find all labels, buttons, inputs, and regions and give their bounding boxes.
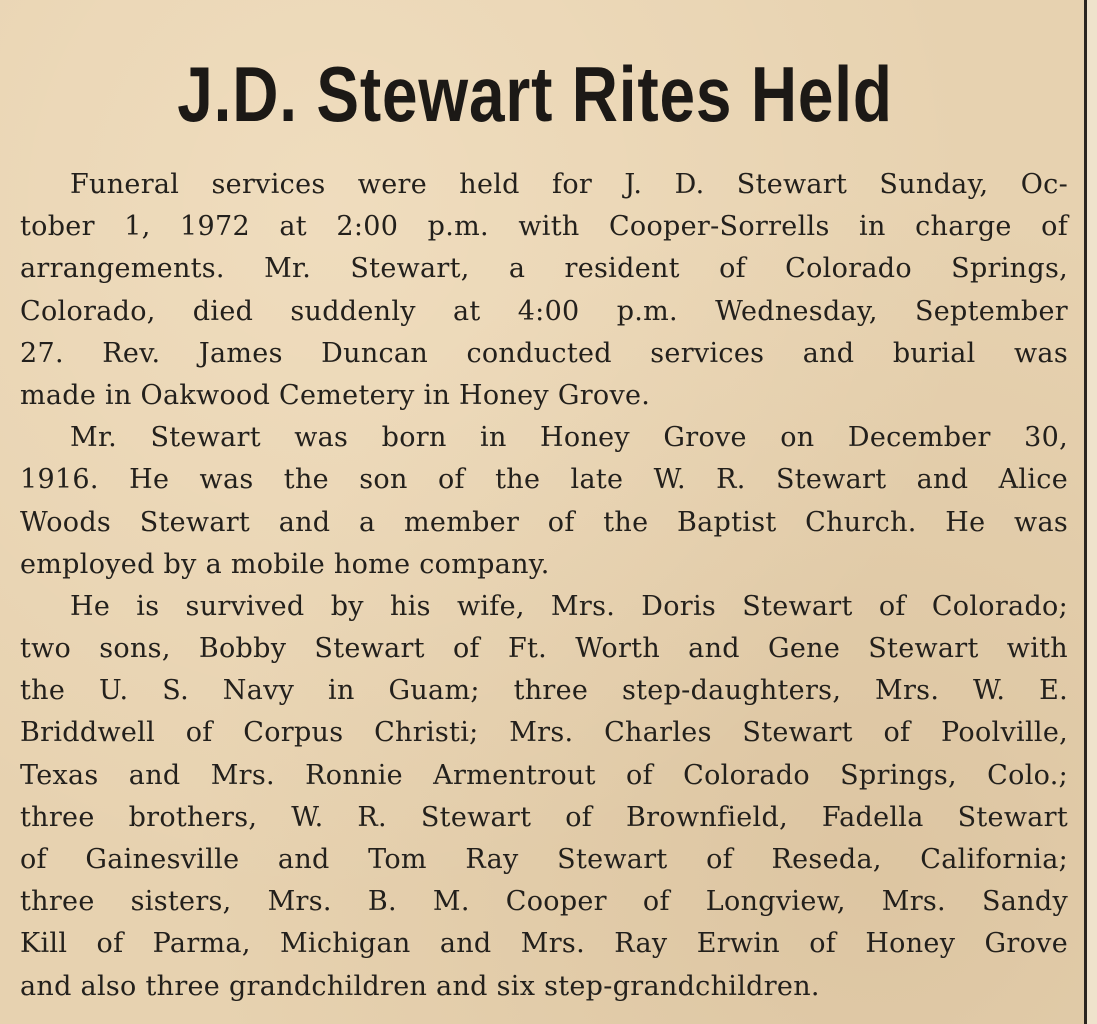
article-line: of Gainesville and Tom Ray Stewart of Reseda, California; <box>20 844 1068 875</box>
article-line: three sisters, Mrs. B. M. Cooper of Longview, Mrs. Sandy <box>20 886 1068 918</box>
article-line: Briddwell of Corpus Christi; Mrs. Charles Stewart of Poolville, <box>20 717 1068 749</box>
article-line: 27. Rev. James Duncan conducted services and burial was <box>20 337 1068 369</box>
article-line: Colorado, died suddenly at 4:00 p.m. Wednesday, September <box>20 295 1068 327</box>
article-line: three brothers, W. R. Stewart of Brownfield, Fadella Stewart <box>20 801 1068 833</box>
article-line: Woods Stewart and a member of the Baptist Church. He was <box>20 506 1068 538</box>
article-line: two sons, Bobby Stewart of Ft. Worth and Gene Stewart with <box>20 633 1068 665</box>
page-margin <box>1087 0 1097 1024</box>
article-line: the U. S. Navy in Guam; three step-daughters, Mrs. W. E. <box>20 675 1068 707</box>
article-line: Texas and Mrs. Ronnie Armentrout of Colorado Springs, Colo.; <box>20 759 1068 791</box>
headline: J.D. Stewart Rites Held <box>177 50 893 138</box>
article-line: arrangements. Mr. Stewart, a resident of Colorado Springs, <box>20 253 1068 285</box>
article-line: employed by a mobile home company. <box>20 548 550 580</box>
article-body <box>20 164 1068 1008</box>
article-line: and also three grandchildren and six step-grandchildren. <box>20 970 820 1002</box>
article-line: Funeral services were held for J. D. Stewart Sunday, Oc- <box>70 169 1068 200</box>
article-line: Mr. Stewart was born in Honey Grove on December 30, <box>70 422 1068 454</box>
article-line: made in Oakwood Cemetery in Honey Grove. <box>20 379 651 411</box>
article-line: tober 1, 1972 at 2:00 p.m. with Cooper-Sorrells in charge of <box>20 211 1068 243</box>
article-line: Kill of Parma, Michigan and Mrs. Ray Erwin of Honey Grove <box>20 928 1068 960</box>
article-line: He is survived by his wife, Mrs. Doris Stewart of Colorado; <box>70 590 1068 622</box>
article-line: 1916. He was the son of the late W. R. Stewart and Alice <box>20 464 1068 496</box>
